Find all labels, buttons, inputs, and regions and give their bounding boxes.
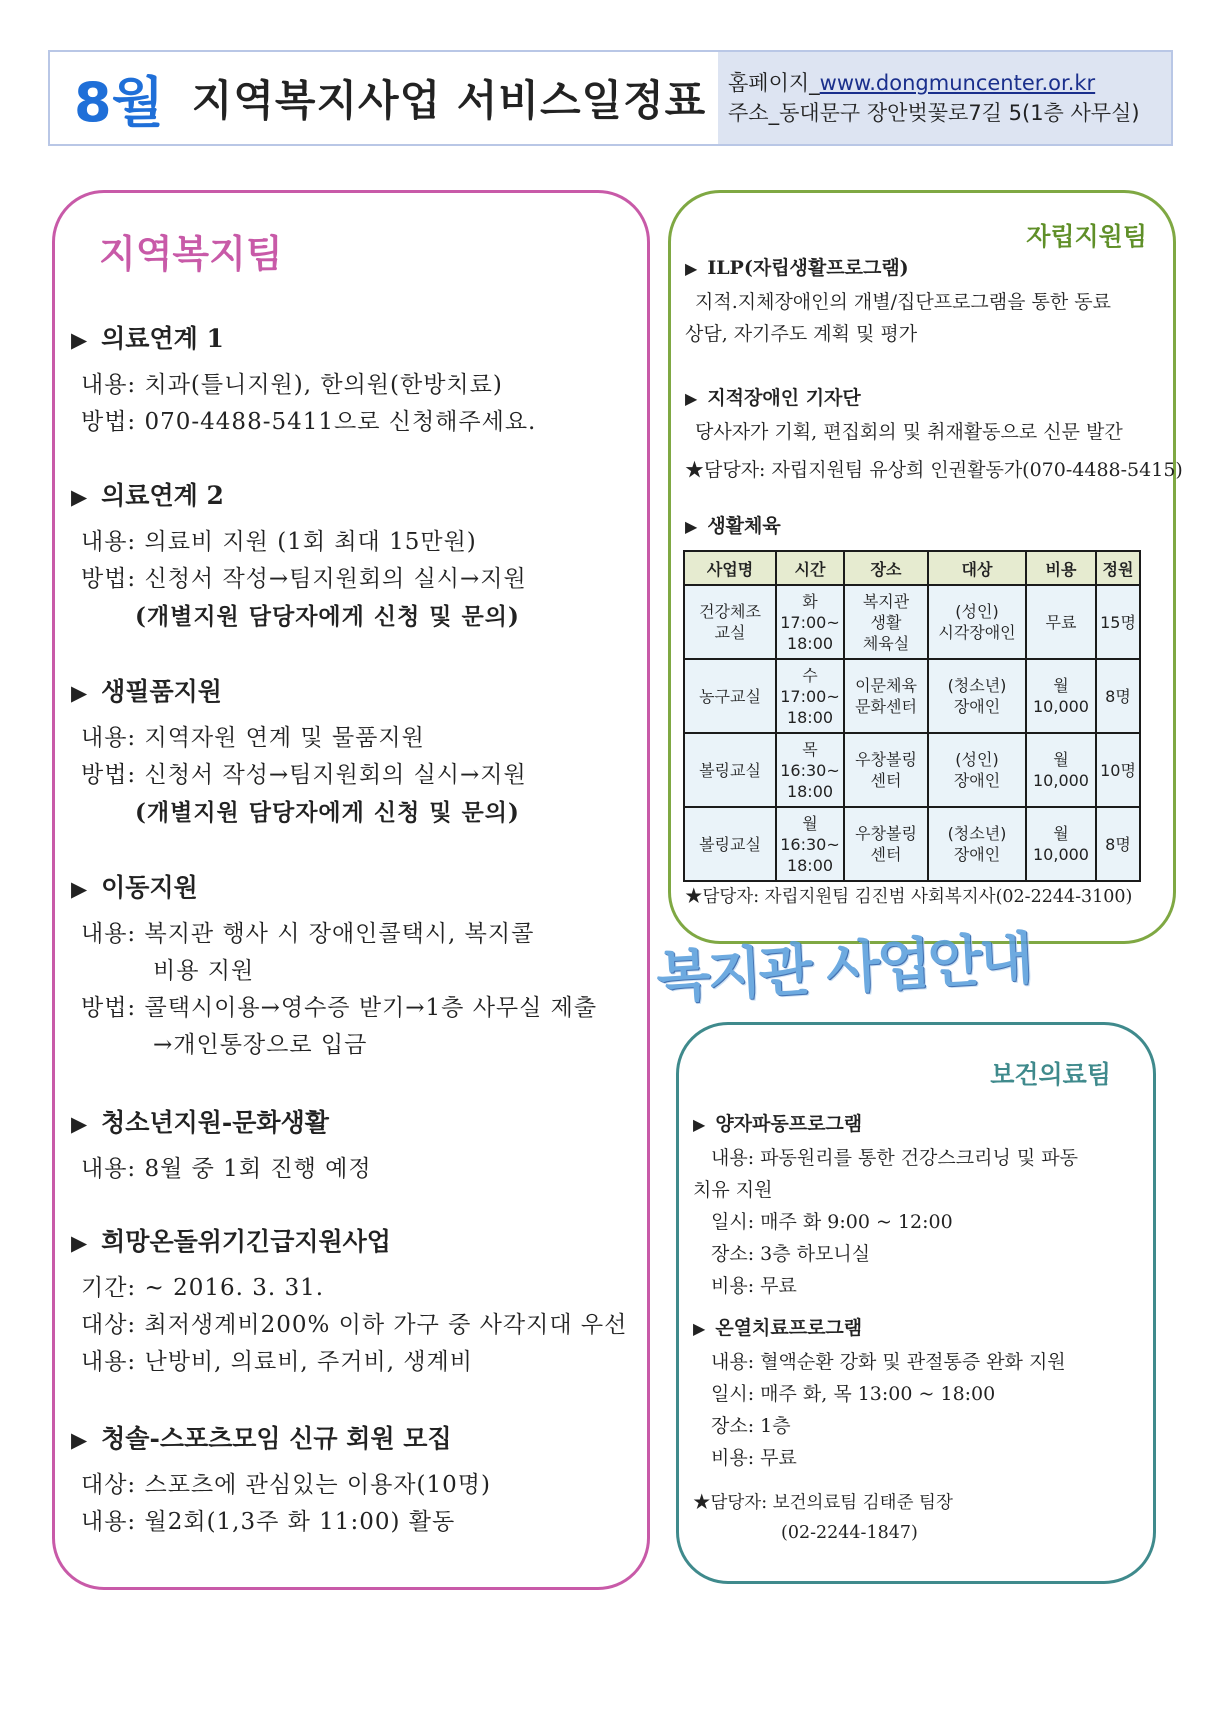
content-line: 내용: 파동원리를 통한 건강스크리닝 및 파동 [711, 1147, 1078, 1169]
independence-support-heading: 자립지원팀 [1026, 222, 1147, 251]
content-line: 내용: 난방비, 의료비, 주거비, 생계비 [81, 1349, 473, 1375]
welfare-program-guide-wordart: 복지관 사업안내 [654, 926, 1032, 1011]
table-cell-cap: 10명 [1096, 733, 1140, 807]
description-line: 지적.지체장애인의 개별/집단프로그램을 통한 동료 [695, 291, 1111, 313]
header-title-box [50, 52, 718, 144]
period-line: 기간: ~ 2016. 3. 31. [81, 1275, 325, 1301]
section-title: ▶ 생필품지원 [71, 677, 222, 706]
address-line: 주소_동대문구 장안벚꽃로7길 5(1층 사무실) [728, 101, 1140, 125]
column-header: 장소 [844, 551, 928, 585]
triangle-bullet-icon: ▶ [71, 1428, 88, 1452]
community-welfare-panel [52, 190, 650, 1590]
target-line: 대상: 최저생계비200% 이하 가구 중 사각지대 우선 [81, 1312, 628, 1338]
section-title: ▶ 생활체육 [685, 515, 781, 537]
section-medical-1 [71, 319, 641, 441]
community-welfare-heading: 지역복지팀 [99, 232, 283, 276]
cost-line: 비용: 무료 [711, 1447, 797, 1469]
sports-contact: ★담당자: 자립지원팀 김진범 사회복지사(02-2244-3100) [685, 887, 1133, 907]
table-cell-place: 이문체육 문화센터 [844, 659, 928, 733]
triangle-bullet-icon: ▶ [71, 328, 88, 352]
method-line: 방법: 070-4488-5411으로 신청해주세요. [81, 409, 537, 435]
triangle-bullet-icon: ▶ [685, 517, 698, 536]
health-contact [693, 1487, 1173, 1547]
independence-support-panel [668, 190, 1183, 944]
schedule-line: 일시: 매주 화 9:00 ~ 12:00 [711, 1211, 953, 1233]
table-cell-time: 수 17:00~ 18:00 [776, 659, 844, 733]
content-line: 내용: 혈액순환 강화 및 관절통증 완화 지원 [711, 1351, 1066, 1373]
sports-schedule-table [683, 550, 1141, 882]
contact-line: ★담당자: 자립지원팀 유상희 인권활동가(070-4488-5415) [685, 459, 1183, 481]
location-line: 장소: 3층 하모니실 [711, 1243, 871, 1265]
content-line-cont: 치유 지원 [693, 1179, 773, 1201]
section-title: ▶ 지적장애인 기자단 [685, 387, 861, 409]
table-cell-time: 월 16:30~ 18:00 [776, 807, 844, 881]
table-cell-target: (성인) 장애인 [928, 733, 1026, 807]
content-line: 내용: 복지관 행사 시 장애인콜택시, 복지콜 [81, 921, 535, 947]
content-line: 내용: 8월 중 1회 진행 예정 [81, 1156, 372, 1182]
section-sports-club [71, 1419, 641, 1541]
triangle-bullet-icon: ▶ [685, 259, 698, 278]
table-cell-name: 농구교실 [684, 659, 776, 733]
cost-line: 비용: 무료 [711, 1275, 797, 1297]
sports-table-body [684, 585, 1140, 881]
table-cell-cost: 월 10,000 [1026, 807, 1096, 881]
column-header: 시간 [776, 551, 844, 585]
column-header: 정원 [1096, 551, 1140, 585]
triangle-bullet-icon: ▶ [71, 1231, 88, 1255]
table-cell-time: 목 16:30~ 18:00 [776, 733, 844, 807]
table-row [684, 733, 1140, 807]
page-title: 지역복지사업 서비스일정표 [191, 76, 707, 125]
section-ilp [685, 253, 1165, 350]
table-cell-name: 볼링교실 [684, 733, 776, 807]
section-title: ▶ 청소년지원-문화생활 [71, 1108, 329, 1137]
table-cell-cap: 8명 [1096, 659, 1140, 733]
section-medical-2 [71, 476, 641, 635]
note-line: (개별지원 담당자에게 신청 및 문의) [135, 603, 520, 630]
section-youth-culture [71, 1103, 641, 1188]
table-cell-place: 복지관 생활 체육실 [844, 585, 928, 659]
page-header [48, 50, 1173, 146]
triangle-bullet-icon: ▶ [71, 1112, 88, 1136]
content-line: 내용: 치과(틀니지원), 한의원(한방치료) [81, 372, 503, 398]
table-row [684, 807, 1140, 881]
homepage-link[interactable]: www.dongmuncenter.or.kr [819, 71, 1096, 95]
table-cell-place: 우창볼링 센터 [844, 733, 928, 807]
health-medical-heading: 보건의료팀 [990, 1060, 1111, 1089]
method-line: 방법: 신청서 작성→팀지원회의 실시→지원 [81, 762, 527, 788]
table-header-row [684, 551, 1140, 585]
table-cell-time: 화 17:00~ 18:00 [776, 585, 844, 659]
description-line: 당사자가 기획, 편집회의 및 취재활동으로 신문 발간 [695, 421, 1123, 443]
table-cell-target: (성인) 시각장애인 [928, 585, 1026, 659]
content-line: 내용: 의료비 지원 (1회 최대 15만원) [81, 529, 477, 555]
section-press-corps [685, 383, 1183, 486]
content-line: 내용: 월2회(1,3주 화 11:00) 활동 [81, 1509, 456, 1535]
table-row [684, 659, 1140, 733]
table-cell-name: 볼링교실 [684, 807, 776, 881]
triangle-bullet-icon: ▶ [693, 1319, 706, 1338]
section-necessities [71, 672, 641, 831]
description-line: 상담, 자기주도 계획 및 평가 [685, 323, 918, 345]
contact-phone: (02-2244-1847) [781, 1523, 918, 1543]
section-title: ▶ 의료연계 2 [71, 481, 224, 510]
section-title: ▶ 청솔-스포츠모임 신규 회원 모집 [71, 1424, 452, 1453]
homepage-line [728, 68, 1157, 98]
section-title: ▶ 희망온돌위기긴급지원사업 [71, 1227, 391, 1256]
section-emergency-support [71, 1222, 641, 1381]
contact-line: ★담당자: 보건의료팀 김태준 팀장 [693, 1493, 953, 1513]
health-medical-panel [676, 1022, 1156, 1584]
table-cell-cost: 월 10,000 [1026, 733, 1096, 807]
section-title: ▶ 이동지원 [71, 873, 198, 902]
section-mobility [71, 868, 641, 1064]
table-cell-target: (청소년) 장애인 [928, 659, 1026, 733]
section-title: ▶ 의료연계 1 [71, 324, 224, 353]
table-cell-cost: 무료 [1026, 585, 1096, 659]
table-cell-cost: 월 10,000 [1026, 659, 1096, 733]
table-cell-target: (청소년) 장애인 [928, 807, 1026, 881]
header-info-box [718, 52, 1171, 144]
section-title: ▶ 양자파동프로그램 [693, 1113, 863, 1135]
section-quantum-wave [693, 1109, 1173, 1302]
table-cell-cap: 15명 [1096, 585, 1140, 659]
content-line: 내용: 지역자원 연계 및 물품지원 [81, 725, 425, 751]
section-sports-title [685, 511, 1165, 544]
triangle-bullet-icon: ▶ [685, 389, 698, 408]
content-line-cont: 비용 지원 [153, 958, 255, 984]
target-line: 대상: 스포츠에 관심있는 이용자(10명) [81, 1472, 491, 1498]
table-cell-name: 건강체조 교실 [684, 585, 776, 659]
triangle-bullet-icon: ▶ [71, 485, 88, 509]
location-line: 장소: 1층 [711, 1415, 791, 1437]
section-title: ▶ ILP(자립생활프로그램) [685, 257, 909, 279]
section-thermal-therapy [693, 1313, 1173, 1474]
table-row [684, 585, 1140, 659]
column-header: 사업명 [684, 551, 776, 585]
column-header: 대상 [928, 551, 1026, 585]
table-cell-cap: 8명 [1096, 807, 1140, 881]
homepage-label: 홈페이지_ [728, 71, 820, 95]
section-title: ▶ 온열치료프로그램 [693, 1317, 863, 1339]
method-line-cont: →개인통장으로 입금 [153, 1032, 368, 1058]
triangle-bullet-icon: ▶ [693, 1115, 706, 1134]
month-label: 8월 [74, 70, 164, 134]
schedule-line: 일시: 매주 화, 목 13:00 ~ 18:00 [711, 1383, 996, 1405]
triangle-bullet-icon: ▶ [71, 681, 88, 705]
triangle-bullet-icon: ▶ [71, 877, 88, 901]
column-header: 비용 [1026, 551, 1096, 585]
note-line: (개별지원 담당자에게 신청 및 문의) [135, 799, 520, 826]
method-line: 방법: 신청서 작성→팀지원회의 실시→지원 [81, 566, 527, 592]
method-line: 방법: 콜택시이용→영수증 받기→1층 사무실 제출 [81, 995, 598, 1021]
table-cell-place: 우창볼링 센터 [844, 807, 928, 881]
